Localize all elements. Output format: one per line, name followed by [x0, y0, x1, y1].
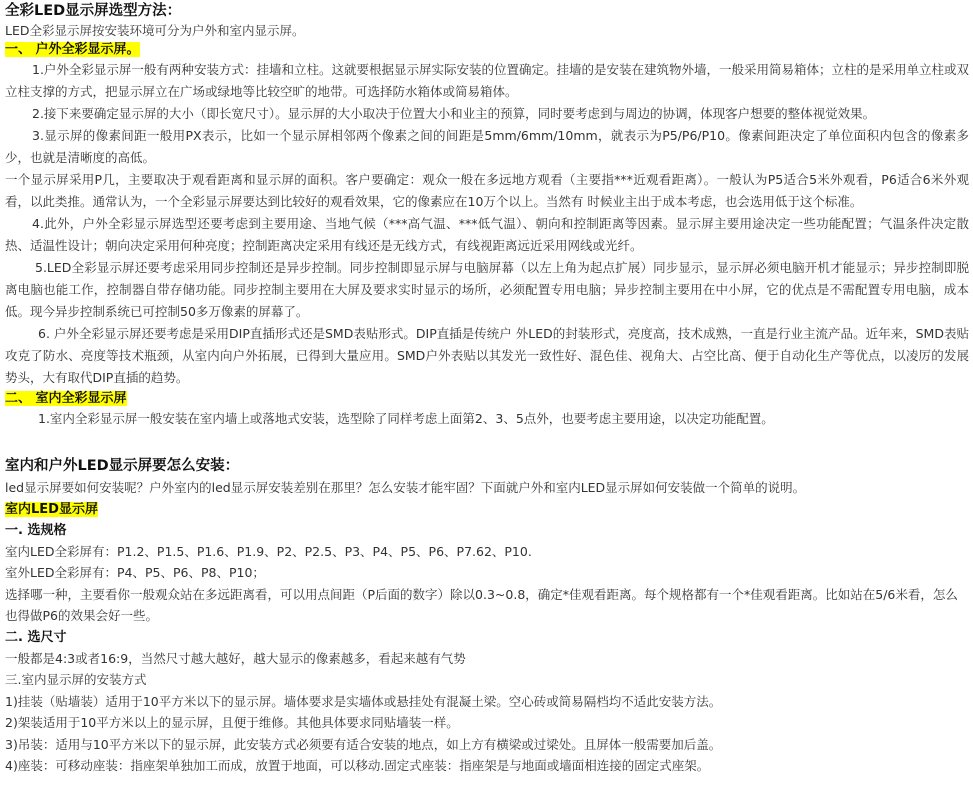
- outdoor-paragraph-6: 5.LED全彩显示屏还要考虑采用同步控制还是异步控制。同步控制即显示屏与电脑屏幕（以左上角为起点扩展）同步显示，显示屏必须电脑开机才能显示；异步控制即脱离电脑也能工作，控制器自带存储功能。同步控制主要用在大屏及要求实时显示的场所，必须配置专用电脑；异步控制主要用在中小屏，它的优点是不需配置专用电脑，成本低。现今异步控制系统已可控制50多万像素的屏幕了。: [5, 260, 969, 319]
- spec-choice: 选择哪一种，主要看你一般观众站在多远距离看，可以用点间距（P后面的数字）除以0.3~0.8，确定*佳观看距离。每个规格都有一个*佳观看距离。比如站在5/6米看，怎么也得做P6的效果会好一些。: [5, 586, 958, 623]
- install-item: 2)架装适用于10平方米以上的显示屏，且便于维修。其他具体要求同贴墙装一样。: [5, 715, 459, 730]
- section-spacer: [5, 430, 969, 455]
- section2-intro: led显示屏要如何安装呢？户外室内的led显示屏安装差别在那里？怎么安装才能牢固？下面就户外和室内LED显示屏如何安装做一个简单的说明。: [5, 480, 806, 495]
- install-item: 3)吊装：适用与10平方米以下的显示屏，此安装方式必须要有适合安装的地点，如上方有横梁或过梁处。且屏体一般需要加后盖。: [5, 736, 722, 752]
- outdoor-paragraph-4: 一个显示屏采用P几，主要取决于观看距离和显示屏的面积。客户要确定：观众一般在多远地方观看（主要指***近观看距离）。一般认为P5适合5米外观看，P6适合6米外观看，以此类推。通常认为，一个全彩显示屏要达到比较好的观看效果，它的像素应在10万个以上。当然有 时候业主出于成本考虑，也会选用低于这个标准。: [5, 172, 969, 209]
- outdoor-heading-text: 一、 户外全彩显示屏。: [5, 42, 140, 57]
- section2-title: 室内和户外LED显示屏要怎么安装：: [5, 458, 240, 474]
- indoor-heading-text: 二、 室内全彩显示屏: [5, 391, 127, 406]
- install-heading: 三.室内显示屏的安装方式: [5, 672, 147, 687]
- install-item: 4)座装：可移动座装：指座架单独加工而成，放置于地面，可以移动.固定式座装：指座架是与地面或墙面相连接的固定式座架。: [5, 758, 710, 773]
- spec-outdoor: 室外LED全彩屏有：P4、P5、P6、P8、P10；: [5, 565, 265, 580]
- section1-title: 全彩LED显示屏选型方法：: [5, 3, 182, 19]
- section1-intro: LED全彩显示屏按安装环境可分为户外和室内显示屏。: [5, 23, 305, 38]
- indoor-paragraph: 1.室内全彩显示屏一般安装在室内墙上或落地式安装，选型除了同样考虑上面第2、3、5点外，也要考虑主要用途，以决定功能配置。: [38, 411, 774, 426]
- outdoor-paragraph-1: 1.户外全彩显示屏一般有两种安装方式：挂墙和立柱。这就要根据显示屏实际安装的位置确定。挂墙的是安装在建筑物外墙，一般采用简易箱体；立柱的是采用单立柱或双立柱支撑的方式，把显示屏立在广场或绿地等比较空旷的地带。可选择防水箱体或简易箱体。: [5, 62, 969, 99]
- indoor-led-heading-text: 室内LED显示屏: [5, 501, 98, 517]
- outdoor-paragraph-7: 6. 户外全彩显示屏还要考虑是采用DIP直插形式还是SMD表贴形式。DIP直插是传统户 外LED的封装形式，亮度高，技术成熟，一直是行业主流产品。近年来，SMD表贴攻克了防水、亮度等技术瓶颈，从室内向户外拓展，已得到大量应用。SMD户外表贴以其发光一致性好、混色佳、视角大、占空比高、便于自动化生产等优点，以凌厉的发展势头，大有取代DIP直插的趋势。: [5, 326, 969, 385]
- spec-indoor: 室内LED全彩屏有：P1.2、P1.5、P1.6、P1.9、P2、P2.5、P3、P4、P5、P6、P7.62、P10.: [5, 543, 532, 559]
- indoor-heading: [5, 389, 969, 408]
- indoor-led-heading: [5, 499, 969, 520]
- outdoor-paragraph-2: 2.接下来要确定显示屏的大小（即长宽尺寸）。显示屏的大小取决于位置大小和业主的预算，同时要考虑到与周边的协调，体现客户想要的整体视觉效果。: [32, 106, 876, 121]
- outdoor-paragraph-5: 4.此外，户外全彩显示屏选型还要考虑到主要用途、当地气候（***高气温、***低气温）、朝向和控制距离等因素。显示屏主要用途决定一些功能配置；气温条件决定散热、适温性设计；朝向决定采用何种亮度；控制距离决定采用有线还是无线方式，有线视距离远近采用网线或光纤。: [5, 216, 969, 253]
- size-text: 一般都是4:3或者16:9，当然尺寸越大越好，越大显示的像素越多，看起来越有气势: [5, 650, 466, 666]
- outdoor-paragraph-3: 3.显示屏的像素间距一般用PX表示，比如一个显示屏相邻两个像素之间的间距是5mm/6mm/10mm，就表示为P5/P6/P10。像素间距决定了单位面积内包含的像素多少，也就是清晰度的高低。: [5, 128, 969, 165]
- size-heading: 二. 选尺寸: [5, 629, 67, 645]
- install-item: 1)挂装（贴墙装）适用于10平方米以下的显示屏。墙体要求是实墙体或悬挂处有混凝土梁。空心砖或简易隔档均不适此安装方法。: [5, 693, 722, 709]
- spec-heading: 一. 选规格: [5, 522, 67, 538]
- outdoor-heading: [5, 40, 969, 59]
